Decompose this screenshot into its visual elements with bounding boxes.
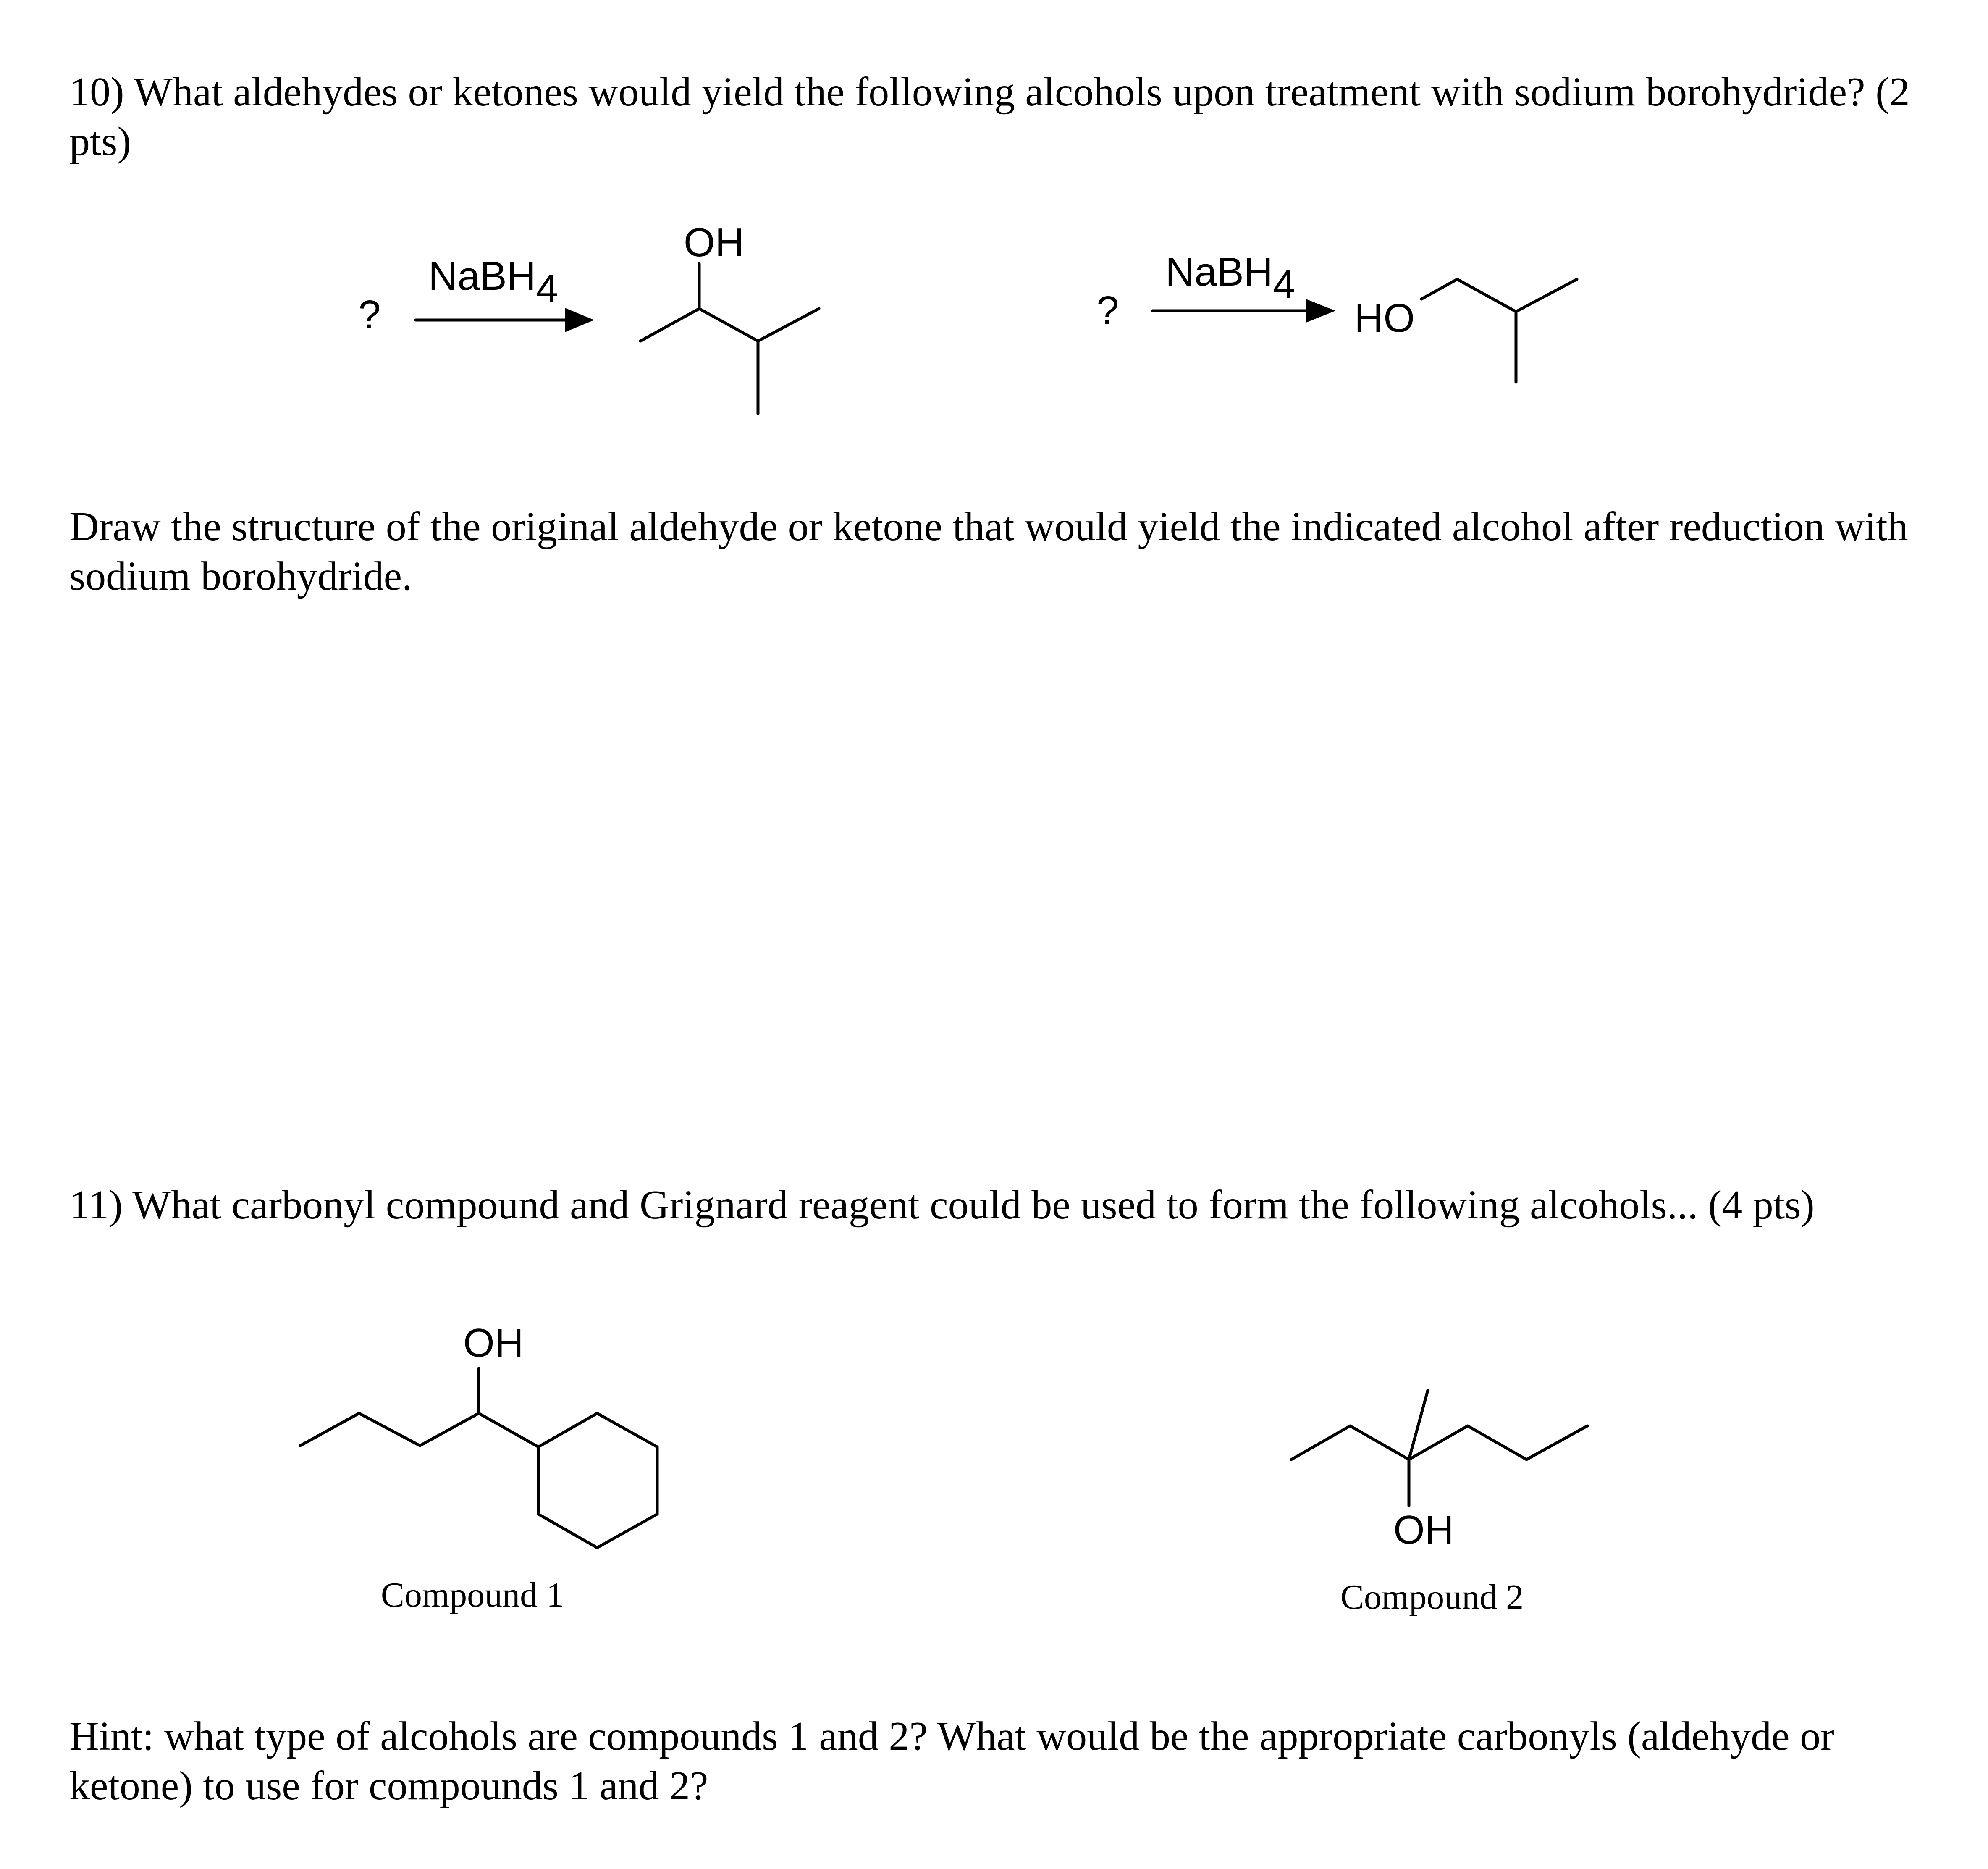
- reaction-1-reagent-main: NaBH: [428, 254, 536, 299]
- compound-2-skeleton: [1291, 1390, 1587, 1506]
- reaction-1-product-oh-label: OH: [684, 220, 744, 265]
- reaction-2-reagent: [1165, 249, 1295, 307]
- question-11-prompt: 11) What carbonyl compound and Grignard reagent could be used to form the following alcohols... (4 pts): [69, 1182, 1815, 1228]
- compound-2-oh-label: OH: [1393, 1507, 1454, 1552]
- reaction-2-product-ho-label: HO: [1354, 296, 1415, 341]
- reaction-2: [1096, 249, 1577, 382]
- reaction-2-arrow-head: [1306, 299, 1335, 323]
- reaction-2-reagent-subscript: 4: [1273, 262, 1296, 307]
- question-10-prompt: 10) What aldehydes or ketones would yield the following alcohols upon treatment with sodium borohydride? (2 pts): [69, 69, 1910, 164]
- reaction-1-product-skeleton: [640, 264, 819, 414]
- reaction-1-unknown-reactant: ?: [358, 292, 381, 337]
- reaction-1: [358, 220, 819, 414]
- compound-1-oh-label: OH: [463, 1320, 524, 1365]
- reaction-1-arrow-head: [565, 308, 594, 332]
- question-11-hint: Hint: what type of alcohols are compounds 1 and 2? What would be the appropriate carbonyls (aldehyde or ketone) to use for compounds 1 and 2?: [69, 1714, 1834, 1809]
- reaction-1-reagent-subscript: 4: [536, 266, 559, 311]
- reaction-2-reagent-main: NaBH: [1165, 249, 1273, 294]
- compound-2-caption: Compound 2: [1340, 1578, 1524, 1617]
- compound-2: [1291, 1390, 1587, 1617]
- reaction-1-reagent: [428, 254, 558, 311]
- reaction-2-unknown-reactant: ?: [1096, 288, 1119, 333]
- compound-1-caption: Compound 1: [380, 1575, 564, 1614]
- reaction-2-product-skeleton: [1421, 279, 1577, 382]
- compound-1-skeleton: [300, 1368, 657, 1548]
- question-10-instruction: Draw the structure of the original aldehyde or ketone that would yield the indicated alcohol after reduction with sodium borohydride.: [69, 504, 1908, 599]
- compound-1: [300, 1320, 657, 1614]
